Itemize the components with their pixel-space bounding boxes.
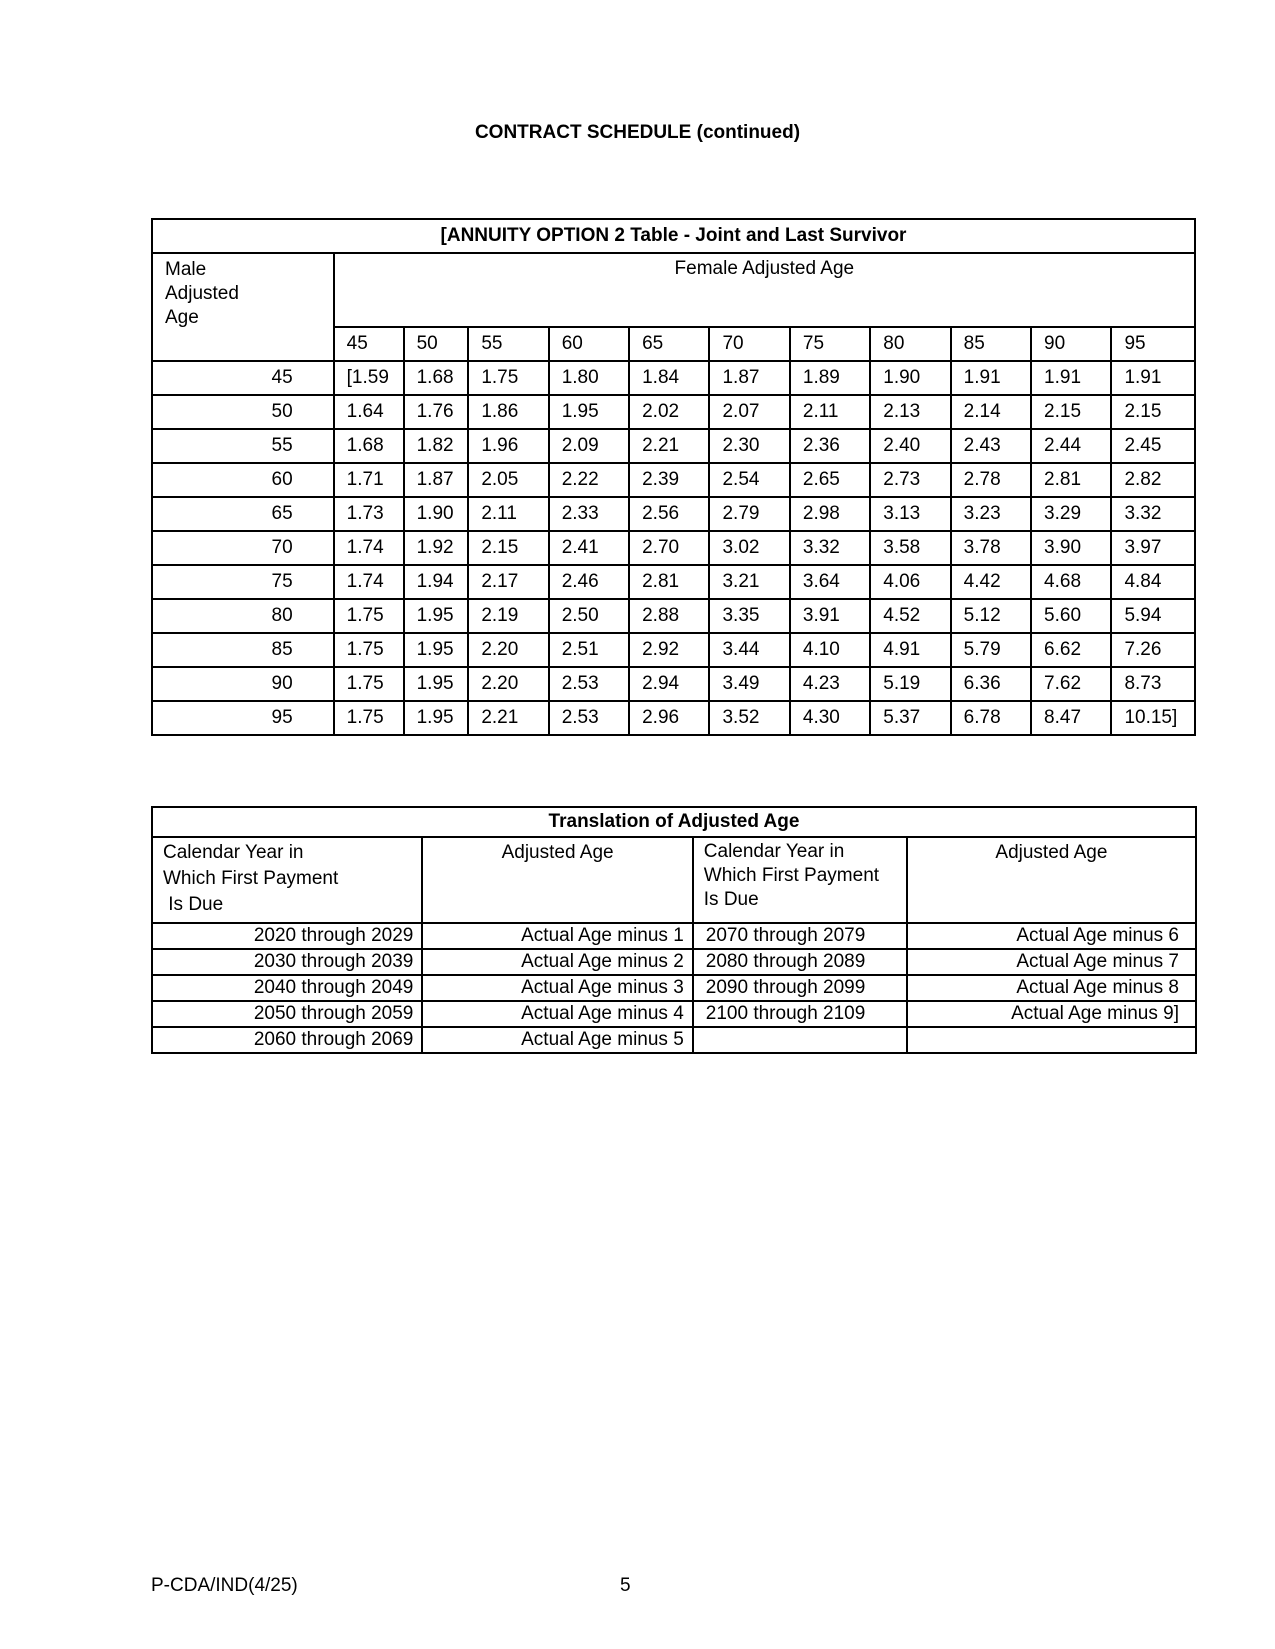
factor-cell: 3.21 [709,565,789,599]
factor-cell: 3.02 [709,531,789,565]
factor-cell: 3.52 [709,701,789,735]
factor-cell: 6.36 [951,667,1031,701]
factor-cell: 1.76 [404,395,469,429]
factor-cell: 2.54 [709,463,789,497]
factor-cell: 2.11 [468,497,548,531]
factor-cell: 1.91 [1031,361,1111,395]
female-age-col-header: 85 [951,327,1031,361]
factor-cell: 3.29 [1031,497,1111,531]
factor-cell: 3.49 [709,667,789,701]
calendar-year-cell: 2030 through 2039 [152,949,422,975]
factor-cell: 5.60 [1031,599,1111,633]
factor-cell: 1.64 [334,395,404,429]
adjusted-age-cell: Actual Age minus 9] [907,1001,1196,1027]
male-age-cell: 45 [152,361,334,395]
adjusted-age-cell: Actual Age minus 8 [907,975,1196,1001]
female-age-col-header: 60 [549,327,629,361]
adjusted-age-cell [907,1027,1196,1053]
male-age-cell: 80 [152,599,334,633]
male-age-cell: 85 [152,633,334,667]
factor-cell: 2.02 [629,395,709,429]
annuity-table-title: [ANNUITY OPTION 2 Table - Joint and Last Survivor [152,219,1195,253]
adjusted-age-cell: Actual Age minus 3 [422,975,692,1001]
calendar-year-header-2: Calendar Year in Which First Payment Is Due [693,837,907,923]
calendar-year-cell: 2040 through 2049 [152,975,422,1001]
factor-cell: 2.07 [709,395,789,429]
table-row [152,565,1195,599]
factor-cell: 1.87 [709,361,789,395]
female-age-col-header: 90 [1031,327,1111,361]
factor-cell: 4.06 [870,565,950,599]
calendar-year-cell: 2060 through 2069 [152,1027,422,1053]
factor-cell: 2.15 [468,531,548,565]
factor-cell: 4.68 [1031,565,1111,599]
factor-cell: 3.64 [790,565,870,599]
factor-cell: 1.75 [334,599,404,633]
factor-cell: 1.91 [951,361,1031,395]
factor-cell: 1.73 [334,497,404,531]
factor-cell: 1.71 [334,463,404,497]
factor-cell: 2.21 [468,701,548,735]
adjusted-age-cell: Actual Age minus 5 [422,1027,692,1053]
factor-cell: 2.82 [1111,463,1195,497]
male-age-cell: 95 [152,701,334,735]
factor-cell: 2.09 [549,429,629,463]
factor-cell: 4.84 [1111,565,1195,599]
factor-cell: 2.19 [468,599,548,633]
factor-cell: 2.73 [870,463,950,497]
annuity-option-2-table [151,218,1196,736]
table-row [152,1001,1196,1027]
factor-cell: 2.81 [629,565,709,599]
factor-cell: 1.75 [334,633,404,667]
factor-cell: 4.91 [870,633,950,667]
factor-cell: 1.95 [404,599,469,633]
factor-cell: 2.44 [1031,429,1111,463]
factor-cell: 2.53 [549,701,629,735]
factor-cell: 2.70 [629,531,709,565]
factor-cell: 3.44 [709,633,789,667]
table-row [152,463,1195,497]
factor-cell: 4.30 [790,701,870,735]
factor-cell: 1.95 [404,633,469,667]
factor-cell: 1.80 [549,361,629,395]
male-age-cell: 65 [152,497,334,531]
female-age-col-header: 70 [709,327,789,361]
factor-cell: 7.62 [1031,667,1111,701]
factor-cell: 1.91 [1111,361,1195,395]
factor-cell: 2.46 [549,565,629,599]
factor-cell: 4.52 [870,599,950,633]
adjusted-age-header-1: Adjusted Age [422,837,692,923]
factor-cell: 1.90 [404,497,469,531]
factor-cell: 1.86 [468,395,548,429]
adjusted-age-cell: Actual Age minus 6 [907,923,1196,949]
translation-table-title: Translation of Adjusted Age [152,807,1196,837]
factor-cell: 1.87 [404,463,469,497]
factor-cell: 3.32 [1111,497,1195,531]
factor-cell: 5.37 [870,701,950,735]
factor-cell: 1.90 [870,361,950,395]
male-age-cell: 55 [152,429,334,463]
factor-cell: 2.36 [790,429,870,463]
factor-cell: 2.65 [790,463,870,497]
male-age-cell: 70 [152,531,334,565]
factor-cell: 4.10 [790,633,870,667]
factor-cell: 2.81 [1031,463,1111,497]
page-title: CONTRACT SCHEDULE (continued) [474,122,801,143]
factor-cell: 2.22 [549,463,629,497]
factor-cell: 2.96 [629,701,709,735]
factor-cell: 2.56 [629,497,709,531]
factor-cell: 2.20 [468,633,548,667]
factor-cell: 1.92 [404,531,469,565]
factor-cell: 2.45 [1111,429,1195,463]
female-age-col-header: 55 [468,327,548,361]
page-number: 5 [620,1575,631,1596]
female-age-col-header: 75 [790,327,870,361]
factor-cell: 2.15 [1111,395,1195,429]
female-age-col-header: 50 [404,327,469,361]
factor-cell: 1.94 [404,565,469,599]
factor-cell: 1.75 [334,701,404,735]
factor-cell: 2.79 [709,497,789,531]
factor-cell: 1.95 [404,701,469,735]
factor-cell: 6.62 [1031,633,1111,667]
table-row [152,1027,1196,1053]
factor-cell: 3.91 [790,599,870,633]
factor-cell: 1.74 [334,565,404,599]
table-row [152,361,1195,395]
adjusted-age-cell: Actual Age minus 7 [907,949,1196,975]
table-row [152,923,1196,949]
factor-cell: 2.11 [790,395,870,429]
factor-cell: 2.43 [951,429,1031,463]
calendar-year-cell: 2100 through 2109 [693,1001,907,1027]
factor-cell: 1.95 [549,395,629,429]
factor-cell: 2.13 [870,395,950,429]
calendar-year-cell [693,1027,907,1053]
factor-cell: 3.58 [870,531,950,565]
female-age-col-header: 45 [334,327,404,361]
factor-cell: 2.92 [629,633,709,667]
table-row [152,531,1195,565]
factor-cell: 1.74 [334,531,404,565]
factor-cell: 1.82 [404,429,469,463]
male-age-cell: 50 [152,395,334,429]
factor-cell: 2.39 [629,463,709,497]
calendar-year-header-1: Calendar Year in Which First Payment Is Due [152,837,422,923]
factor-cell: 2.53 [549,667,629,701]
female-age-col-header: 80 [870,327,950,361]
factor-cell: 4.23 [790,667,870,701]
factor-cell: 2.50 [549,599,629,633]
factor-cell: 2.14 [951,395,1031,429]
factor-cell: 8.47 [1031,701,1111,735]
adjusted-age-cell: Actual Age minus 2 [422,949,692,975]
table-row [152,975,1196,1001]
adjusted-age-header-2: Adjusted Age [907,837,1196,923]
female-age-col-header: 95 [1111,327,1195,361]
factor-cell: 2.51 [549,633,629,667]
factor-cell: 4.42 [951,565,1031,599]
factor-cell: 5.94 [1111,599,1195,633]
factor-cell: 3.13 [870,497,950,531]
table-row [152,949,1196,975]
factor-cell: 2.17 [468,565,548,599]
factor-cell: 5.12 [951,599,1031,633]
table-row [152,429,1195,463]
factor-cell: 2.88 [629,599,709,633]
adjusted-age-cell: Actual Age minus 1 [422,923,692,949]
factor-cell: 2.21 [629,429,709,463]
factor-cell: 1.89 [790,361,870,395]
factor-cell: 2.40 [870,429,950,463]
table-row [152,667,1195,701]
male-age-cell: 75 [152,565,334,599]
calendar-year-cell: 2090 through 2099 [693,975,907,1001]
factor-cell: 2.41 [549,531,629,565]
factor-cell: 8.73 [1111,667,1195,701]
table-row [152,633,1195,667]
table-row [152,701,1195,735]
factor-cell: 2.05 [468,463,548,497]
factor-cell: 5.79 [951,633,1031,667]
factor-cell: 3.35 [709,599,789,633]
factor-cell: 2.78 [951,463,1031,497]
factor-cell: 1.68 [404,361,469,395]
male-age-cell: 90 [152,667,334,701]
factor-cell: 1.75 [468,361,548,395]
female-adjusted-age-header: Female Adjusted Age [334,253,1195,327]
factor-cell: 3.32 [790,531,870,565]
factor-cell: 3.23 [951,497,1031,531]
factor-cell: 7.26 [1111,633,1195,667]
factor-cell: 3.90 [1031,531,1111,565]
factor-cell: 6.78 [951,701,1031,735]
factor-cell: 3.97 [1111,531,1195,565]
factor-cell: [1.59 [334,361,404,395]
female-age-col-header: 65 [629,327,709,361]
calendar-year-cell: 2080 through 2089 [693,949,907,975]
calendar-year-cell: 2050 through 2059 [152,1001,422,1027]
factor-cell: 5.19 [870,667,950,701]
factor-cell: 2.98 [790,497,870,531]
factor-cell: 2.15 [1031,395,1111,429]
factor-cell: 1.84 [629,361,709,395]
form-id: P-CDA/IND(4/25) [151,1575,298,1596]
factor-cell: 3.78 [951,531,1031,565]
table-row [152,599,1195,633]
table-row [152,497,1195,531]
translation-of-adjusted-age-table [151,806,1197,1054]
factor-cell: 1.95 [404,667,469,701]
factor-cell: 2.20 [468,667,548,701]
factor-cell: 2.94 [629,667,709,701]
factor-cell: 1.96 [468,429,548,463]
factor-cell: 1.68 [334,429,404,463]
calendar-year-cell: 2070 through 2079 [693,923,907,949]
factor-cell: 1.75 [334,667,404,701]
male-adjusted-age-header: Male Adjusted Age [152,253,334,361]
calendar-year-cell: 2020 through 2029 [152,923,422,949]
factor-cell: 2.30 [709,429,789,463]
factor-cell: 2.33 [549,497,629,531]
factor-cell: 10.15] [1111,701,1195,735]
adjusted-age-cell: Actual Age minus 4 [422,1001,692,1027]
male-age-cell: 60 [152,463,334,497]
table-row [152,395,1195,429]
